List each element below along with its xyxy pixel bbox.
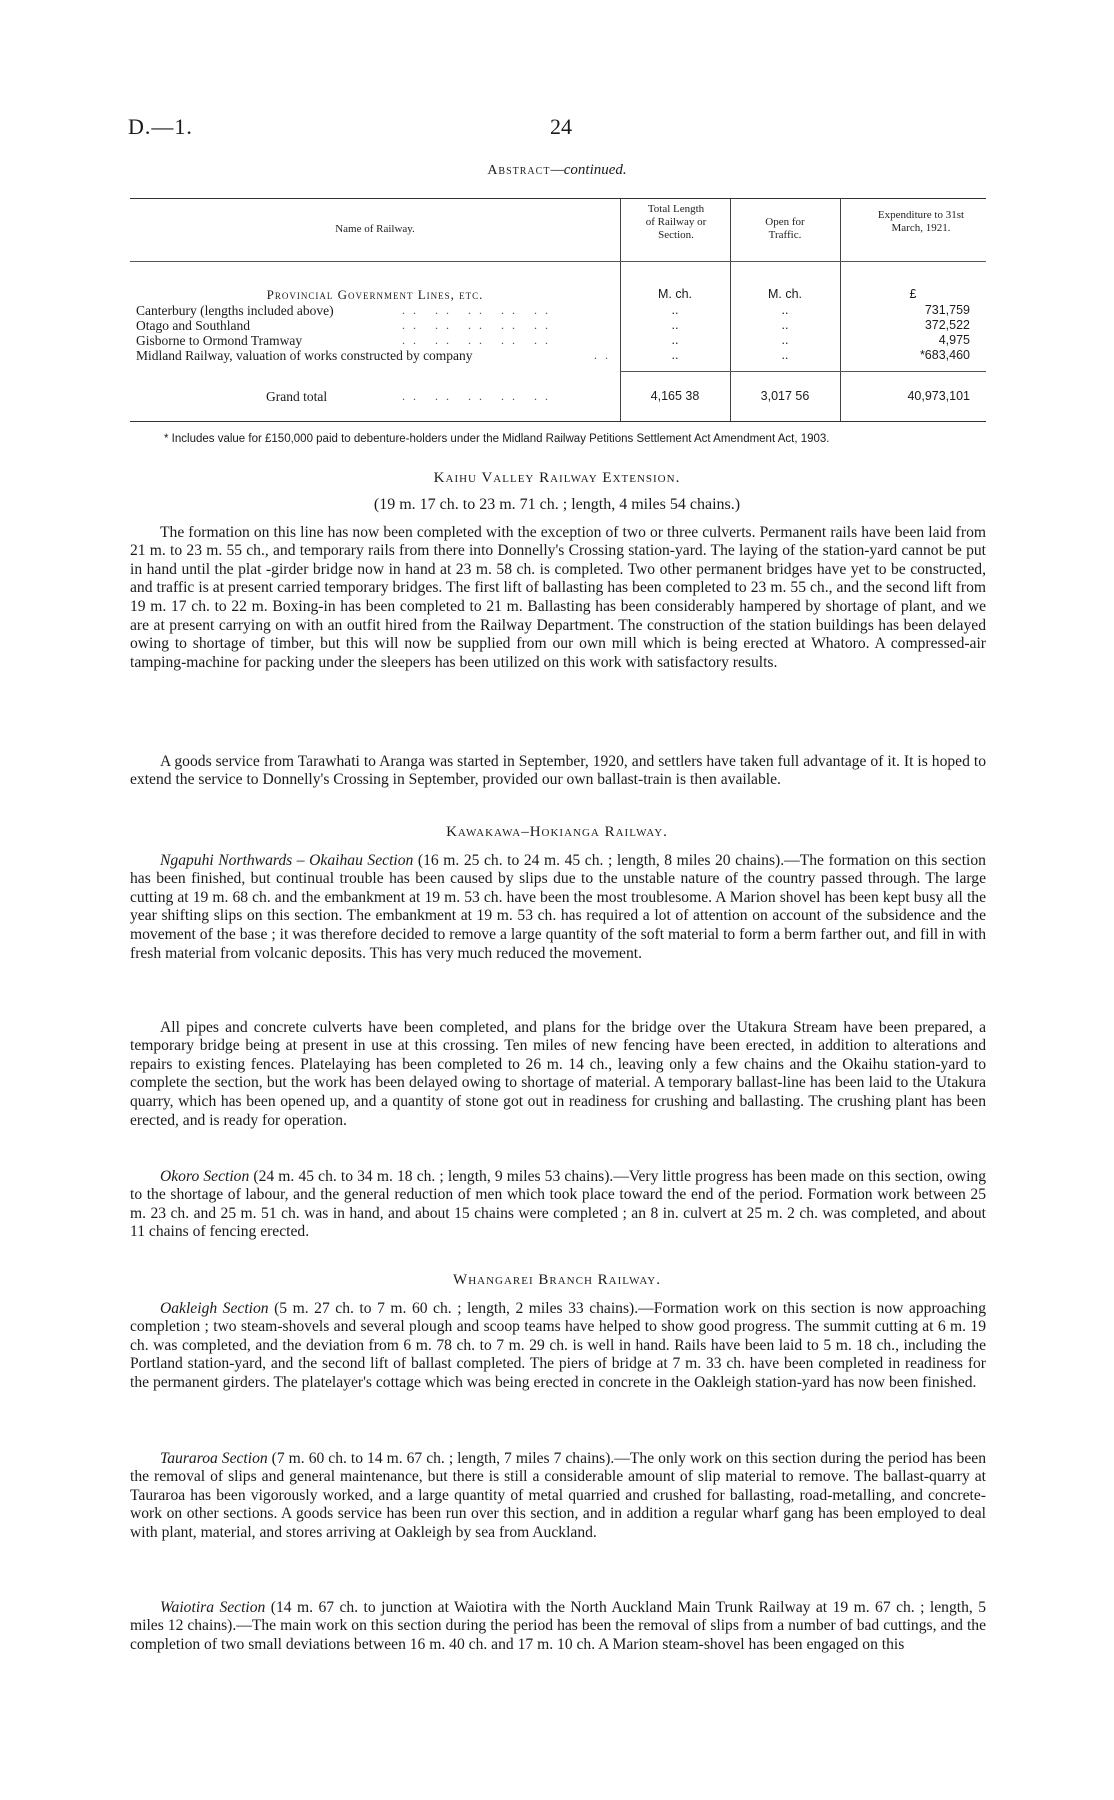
table-row-name: Gisborne to Ormond Tramway <box>136 333 303 348</box>
paragraph-text: (24 m. 45 ch. to 34 m. 18 ch. ; length, 9 miles 53 chains).—Very little progress has been made on this section, owing to the shortage of labour, and the general reduction of men which took place toward the end of the period. Formation work between 25 m. 23 ch. and 25 m. 51 ch. was in hand, and about 15 chains were completed ; an 8 in. culvert at 25 m. 2 ch. was completed, and about 11 chains of fencing erected. <box>130 1167 986 1241</box>
leader-dots: .. .. .. .. .. <box>402 318 556 332</box>
paragraph <box>130 1168 986 1242</box>
section-title-kawakawa: Kawakawa–Hokianga Railway. <box>446 824 668 840</box>
table-row-name: Midland Railway, valuation of works constructed by company <box>136 348 473 363</box>
column-header-length: Total Length of Railway or Section. <box>645 203 707 241</box>
section-lead: Ngapuhi Northwards – Okaihau Section <box>160 851 414 869</box>
paragraph-text: (14 m. 67 ch. to junction at Waiotira with the North Auckland Main Trunk Railway at 19 m. 67 ch. ; length, 5 miles 12 chains).—The main work on this section during the period has been the removal of slips from a number of bad cuttings, and the completion of two small deviations between 16 m. 40 ch. and 17 m. 10 ch. A Marion steam-shovel has been engaged on this <box>130 1598 987 1653</box>
section-title-kaihu: Kaihu Valley Railway Extension. <box>433 470 681 486</box>
unit-expenditure: £ <box>909 287 917 301</box>
table-row-name: Canterbury (lengths included above) <box>136 303 334 318</box>
header-divider <box>130 261 986 262</box>
table-cell-length: .. <box>671 333 679 347</box>
abstract-title-text: Abstract <box>487 163 551 178</box>
table-cell-expenditure: 4,975 <box>938 333 970 347</box>
abstract-continued: —continued. <box>550 162 627 178</box>
table-cell-open: .. <box>781 333 789 347</box>
paragraph: A goods service from Tarawhati to Aranga was started in September, 1920, and settlers have taken full advantage of it. It is hoped to extend the service to Donnelly's Crossing in September, provided our own ballast-train is then available. <box>130 752 986 789</box>
section-lead: Oakleigh Section <box>160 1299 269 1317</box>
table-row-name: Otago and Southland <box>136 318 250 333</box>
table-total-length: 4,165 38 <box>650 389 700 403</box>
table-cell-expenditure: 731,759 <box>924 303 970 317</box>
table-cell-open: .. <box>781 318 789 332</box>
unit-open: M. ch. <box>767 287 803 301</box>
document-code: D.—1. <box>128 114 193 139</box>
table-cell-length: .. <box>671 303 679 317</box>
total-divider <box>620 371 986 372</box>
column-header-name: Name of Railway. <box>335 223 415 235</box>
table-total-label: Grand total <box>266 389 328 404</box>
table-total-expenditure: 40,973,101 <box>907 389 970 403</box>
paragraph <box>130 1599 986 1655</box>
section-title-whangarei: Whangarei Branch Railway. <box>453 1272 661 1288</box>
paragraph-text: (16 m. 25 ch. to 24 m. 45 ch. ; length, 8 miles 20 chains).—The formation on this section has been finished, but continual trouble has been caused by slips due to the unstable nature of the country passed through. The large cutting at 19 m. 68 ch. and the embankment at 19 m. 53 ch. have been the most troublesome. A Marion shovel has been kept busy all the year shifting slips on this section. The embankment at 19 m. 53 ch. has required a lot of attention on account of the subsidence and the movement of the base ; it was therefore decided to remove a large quantity of the soft material to form a berm farther out, and fill in with fresh material from volcanic deposits. This has very much reduced the movement. <box>130 851 986 962</box>
table-cell-length: .. <box>671 318 679 332</box>
leader-dots: .. .. .. .. .. <box>402 303 556 317</box>
table-cell-open: .. <box>781 303 789 317</box>
table-footnote: * Includes value for £150,000 paid to debenture-holders under the Midland Railway Petitions Settlement Act Amendment Act, 1903. <box>164 433 830 445</box>
table-cell-open: .. <box>781 348 789 362</box>
paragraph <box>130 1450 986 1543</box>
abstract-title <box>0 162 1114 179</box>
page-number: 24 <box>550 114 572 139</box>
table-section-title: Provincial Government Lines, etc. <box>266 287 484 302</box>
section-lead: Waiotira Section <box>160 1598 266 1616</box>
table-cell-expenditure: *683,460 <box>919 348 970 362</box>
leader-dots: .. <box>594 348 616 362</box>
paragraph: The formation on this line has now been completed with the exception of two or three culverts. Permanent rails have been laid from 21 m. to 23 m. 55 ch., and temporary rails from there into Donnelly's Crossing station-yard. The laying of the station-yard cannot be put in hand until the plat -girder bridge now in hand at 23 m. 58 ch. is completed. Two other permanent bridges have yet to be constructed, and traffic is at present carried temporary bridges. The first lift of ballasting has been completed to 23 m. 55 ch., and the second lift from 19 m. 17 ch. to 22 m. Boxing-in has been completed to 21 m. Ballasting has been considerably hampered by shortage of plant, and we are at present carrying on with an outfit hired from the Railway Department. The construction of the station buildings has been delayed owing to shortage of timber, but this will now be supplied from our own mill which is being erected at Whatoro. A compressed-air tamping-machine for packing under the sleepers has been utilized on this work with satisfactory results. <box>130 523 986 671</box>
column-header-open: Open for Traffic. <box>765 216 805 241</box>
table-cell-length: .. <box>671 348 679 362</box>
section-subtitle-kaihu: (19 m. 17 ch. to 23 m. 71 ch. ; length, 4 miles 54 chains.) <box>373 496 741 513</box>
leader-dots: .. .. .. .. .. <box>402 389 556 403</box>
leader-dots: .. .. .. .. .. <box>402 333 556 347</box>
paragraph-text: (5 m. 27 ch. to 7 m. 60 ch. ; length, 2 miles 33 chains).—Formation work on this section is now approaching completion ; two steam-shovels and several plough and scoop teams have helped to show good progress. The summit cutting at 6 m. 19 ch. was completed, and the deviation from 6 m. 78 ch. to 7 m. 29 ch. is well in hand. Rails have been laid to 5 m. 18 ch., including the Portland station-yard, and the second lift of ballast completed. The piers of bridge at 7 m. 33 ch. have been completed in readiness for the permanent girders. The platelayer's cottage which was being erected in concrete in the Oakleigh station-yard has now been finished. <box>130 1299 987 1391</box>
paragraph-text: (7 m. 60 ch. to 14 m. 67 ch. ; length, 7 miles 7 chains).—The only work on this section during the period has been the removal of slips and general maintenance, but there is still a considerable amount of slip material to remove. The ballast-quarry at Tauraroa has been vigorously worked, and a large quantity of metal quarried and crushed for ballasting, road-metalling, and concrete-work on other sections. A goods service has been run over this section, and in addition a regular wharf gang has been employed to deal with plant, material, and stores arriving at Oakleigh by sea from Auckland. <box>130 1449 986 1541</box>
column-header-expenditure: Expenditure to 31st March, 1921. <box>877 209 965 234</box>
table-total-open: 3,017 56 <box>760 389 810 403</box>
paragraph <box>130 1300 986 1393</box>
abstract-table <box>130 198 986 422</box>
paragraph <box>130 852 986 964</box>
paragraph: All pipes and concrete culverts have been completed, and plans for the bridge over the Utakura Stream have been prepared, a temporary bridge being at present in use at this crossing. Ten miles of new fencing have been erected, in addition to alterations and repairs to existing fences. Platelaying has been completed to 26 m. 14 ch., leaving only a few chains and the Okaihu station-yard to complete the section, but the work has been delayed owing to shortage of material. A temporary ballast-line has been laid to the Utakura quarry, which has been opened up, and a quantity of stone got out in readiness for crushing and ballasting. The crushing plant has been erected, and is ready for operation. <box>130 1018 986 1129</box>
section-lead: Tauraroa Section <box>160 1449 268 1467</box>
table-cell-expenditure: 372,522 <box>924 318 970 332</box>
section-lead: Okoro Section <box>160 1167 250 1185</box>
unit-length: M. ch. <box>657 287 693 301</box>
